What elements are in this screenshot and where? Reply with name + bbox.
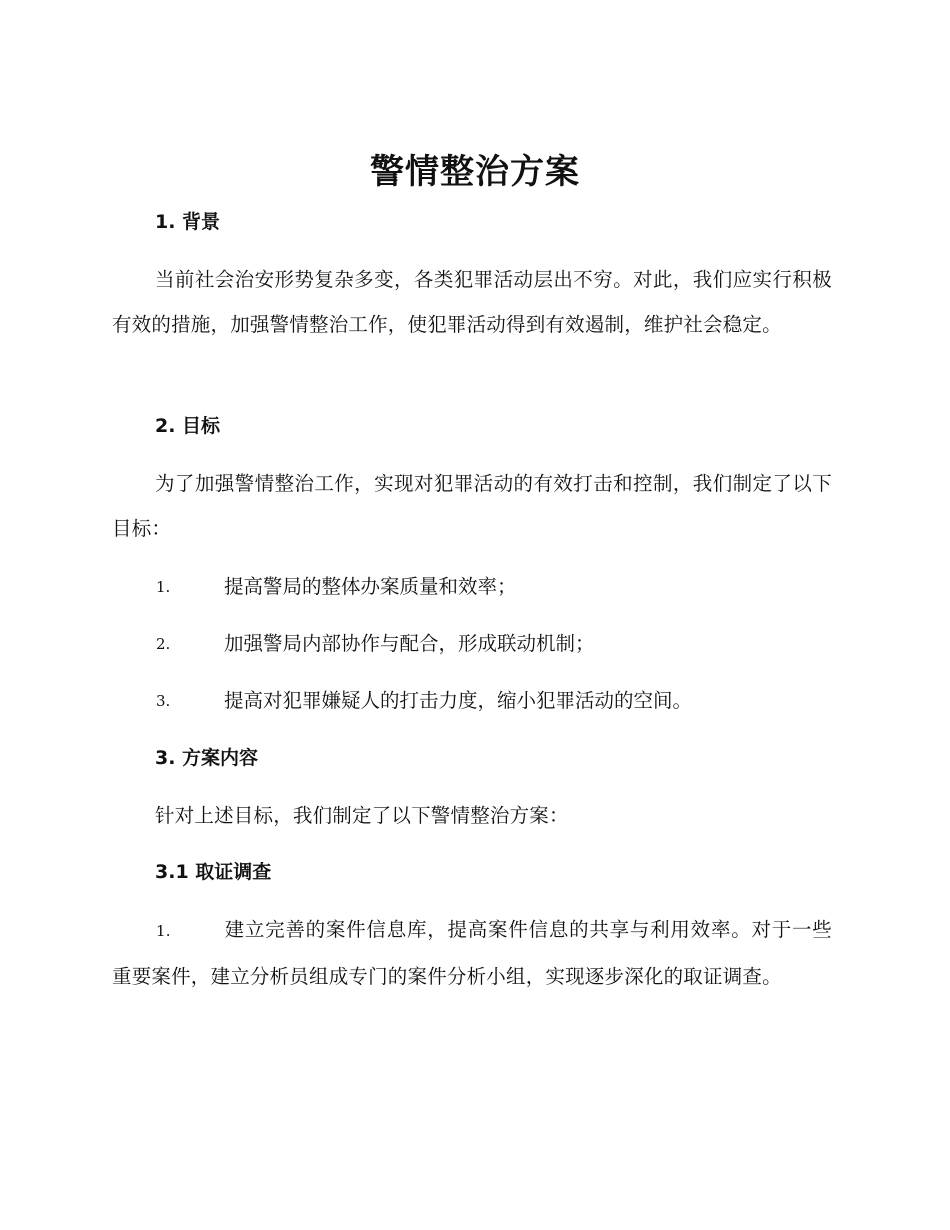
document-title: 警情整治方案 bbox=[370, 152, 580, 192]
list-item-text: 建立完善的案件信息库，提高案件信息的共享与利用效率。对于一些重要案件，建立分析员组成专门的案件分析小组，实现逐步深化的取证调查。 bbox=[112, 918, 832, 988]
subsection-heading-evidence: 3.1 取证调查 bbox=[155, 861, 272, 883]
list-item bbox=[112, 624, 832, 664]
section-heading-goals: 2. 目标 bbox=[155, 415, 221, 437]
list-item-text: 提高警局的整体办案质量和效率； bbox=[224, 575, 517, 598]
list-item-number: 2. bbox=[156, 635, 171, 653]
section-heading-background: 1. 背景 bbox=[155, 211, 221, 233]
plan-paragraph: 针对上述目标，我们制定了以下警情整治方案： bbox=[155, 804, 569, 827]
list-item bbox=[112, 681, 832, 721]
list-item bbox=[112, 567, 832, 607]
list-item-text: 提高对犯罪嫌疑人的打击力度，缩小犯罪活动的空间。 bbox=[224, 689, 693, 712]
list-item-number: 1. bbox=[156, 578, 171, 596]
list-item-text: 加强警局内部协作与配合，形成联动机制； bbox=[224, 632, 595, 655]
list-item-number: 1. bbox=[156, 922, 171, 940]
list-item-number: 3. bbox=[156, 692, 171, 710]
goals-paragraph: 为了加强警情整治工作，实现对犯罪活动的有效打击和控制，我们制定了以下目标： bbox=[112, 472, 832, 540]
section-heading-plan: 3. 方案内容 bbox=[155, 747, 259, 769]
background-paragraph: 当前社会治安形势复杂多变，各类犯罪活动层出不穷。对此，我们应实行积极有效的措施，加强警情整治工作，使犯罪活动得到有效遏制，维护社会稳定。 bbox=[112, 268, 832, 336]
list-item bbox=[112, 907, 832, 999]
